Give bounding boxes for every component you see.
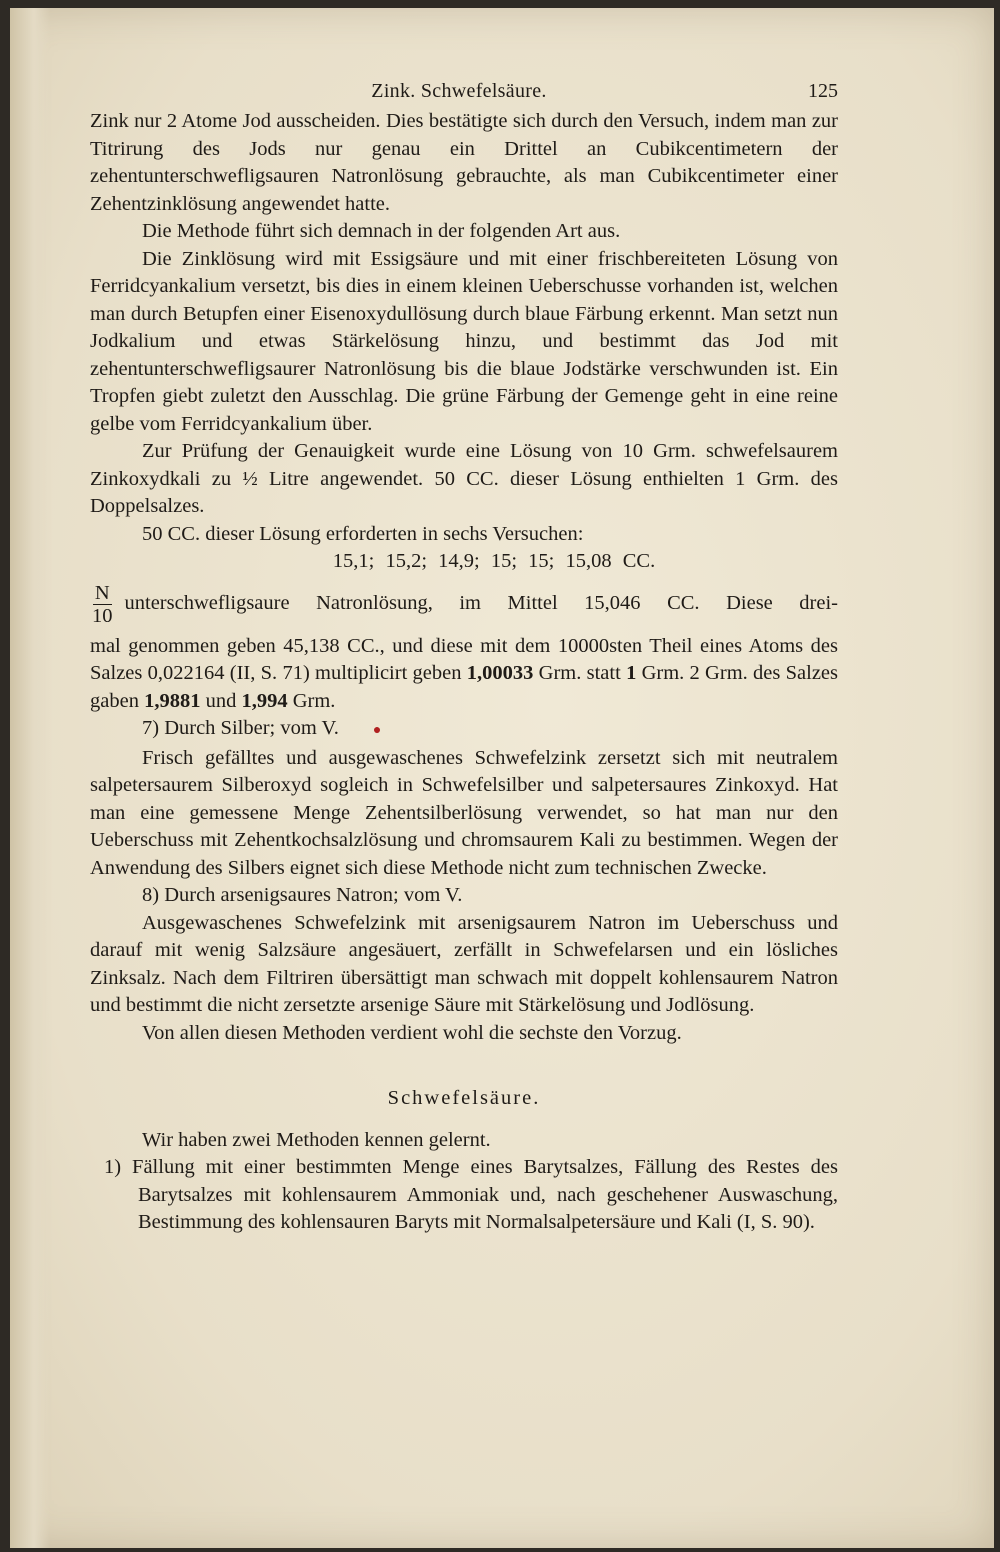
header-title: Zink. Schwefelsäure. <box>371 80 547 102</box>
paragraph-continuation: Zink nur 2 Atome Jod ausscheiden. Dies bestätigte sich durch den Versuch, indem man zur Titrirung des Jods nur genau ein Drittel an Cubikcentimetern der zehentunterschwefligsauren Natronlösung gebrauchte, als man Cubikcentimeter einer Zehentzinklösung angewendet hatte. <box>90 110 838 215</box>
fraction-n-over-10 <box>90 582 115 627</box>
result-text-e: Grm. 2 Grm. des Salzes gaben <box>90 662 838 712</box>
item-8-heading: 8) Durch arsenigsaures Natron; vom V. <box>142 884 463 906</box>
red-dot-mark: ● <box>372 723 382 738</box>
paragraph-conclusion: Von allen diesen Methoden verdient wohl die sechste den Vorzug. <box>142 1021 682 1044</box>
fraction-numerator: N <box>94 581 110 604</box>
result-text-g: und <box>200 689 242 712</box>
page-gutter <box>10 8 50 1548</box>
paragraph-method-intro: Die Methode führt sich demnach in der folgenden Art aus. <box>142 220 621 242</box>
paragraph-arsenite-method: Ausgewaschenes Schwefelzink mit arsenigsaurem Natron im Ueberschuss und darauf mit wenig Salzsäure angesäuert, zerfällt in Schwefelarsen und ein lösliches Zinksalz. Nach dem Filtriren übersättigt man schwach mit doppelt kohlensaurem Natron und bestimmt die nicht zersetzte arsenige Säure mit Stärkelösung und Jodlösung. <box>90 911 838 1016</box>
paragraph-result <box>90 633 838 716</box>
paragraph-accuracy-test: Zur Prüfung der Genauigkeit wurde eine Lösung von 10 Grm. schwefelsaurem Zinkoxydkali zu ½ Litre angewendet. 50 CC. dieser Lösung enthielten 1 Grm. des Doppelsalzes. <box>90 440 838 517</box>
section-intro: Wir haben zwei Methoden kennen gelernt. <box>142 1128 491 1151</box>
item-7-heading-text: 7) Durch Silber; vom V. <box>142 717 339 739</box>
result-value-bold: 1,00033 <box>466 662 534 684</box>
fraction-denominator: 10 <box>92 604 113 627</box>
result-value-1-994: 1,994 <box>241 689 288 712</box>
fraction-line-text: unterschwefligsaure Natronlösung, im Mittel 15,046 CC. Diese drei- <box>124 592 838 615</box>
paragraph-silver-method: Frisch gefälltes und ausgewaschenes Schwefelzink zersetzt sich mit neutralem salpetersaurem Silberoxyd sogleich in Schwefelsilber und salpetersaures Zinkoxyd. Hat man eine gemessene Menge Zehentsilberlösung verwendet, so hat man nur den Ueberschuss mit Zehentkochsalzlösung und chromsaurem Kali zu bestimmen. Wegen der Anwendung des Silbers eignet sich diese Methode nicht zum technischen Zwecke. <box>90 746 838 879</box>
running-header <box>90 78 838 108</box>
result-text-a: mal genommen geben 45,138 CC., und diese mit dem 10000sten Theil eines Atoms des Salzes 0,022164 (II, S. 71) multiplicirt geben <box>90 634 838 684</box>
fraction-line <box>90 582 838 627</box>
trial-values: 15,1; 15,2; 14,9; 15; 15; 15,08 CC. <box>332 550 656 572</box>
page-number: 125 <box>808 80 838 102</box>
section-title: Schwefelsäure. <box>387 1087 541 1109</box>
item-7-heading <box>90 715 838 745</box>
page-text-block <box>90 78 838 1237</box>
paragraph-trials: 50 CC. dieser Lösung erforderten in sechs Versuchen: <box>142 522 584 545</box>
paragraph-procedure: Die Zinklösung wird mit Essigsäure und mit einer frischbereiteten Lösung von Ferridcyankalium versetzt, bis dies in einem kleinen Ueberschusse vorhanden ist, welchen man durch Betupfen einer Eisenoxydullösung durch blaue Färbung erkennt. Man setzt nun Jodkalium und etwas Stärkelösung hinzu, und bestimmt das Jod mit zehentunterschwefligsaurer Natronlösung bis die blaue Jodstärke verschwunden ist. Ein Tropfen giebt zuletzt den Ausschlag. Die grüne Färbung der Gemenge geht in eine reine gelbe vom Ferridcyankalium über. <box>90 247 838 435</box>
result-text-c: Grm. statt <box>533 662 627 684</box>
section-item-1: 1) Fällung mit einer bestimmten Menge eines Barytsalzes, Fällung des Restes des Barytsalzes mit kohlensaurem Ammoniak und, nach geschehener Auswaschung, Bestimmung des kohlensauren Baryts mit Normalsalpetersäure und Kali (I, S. 90). <box>104 1156 838 1233</box>
result-value-1-9881: 1,9881 <box>144 689 201 712</box>
result-one-gram: 1 <box>626 662 637 684</box>
result-text-i: Grm. <box>287 689 336 712</box>
